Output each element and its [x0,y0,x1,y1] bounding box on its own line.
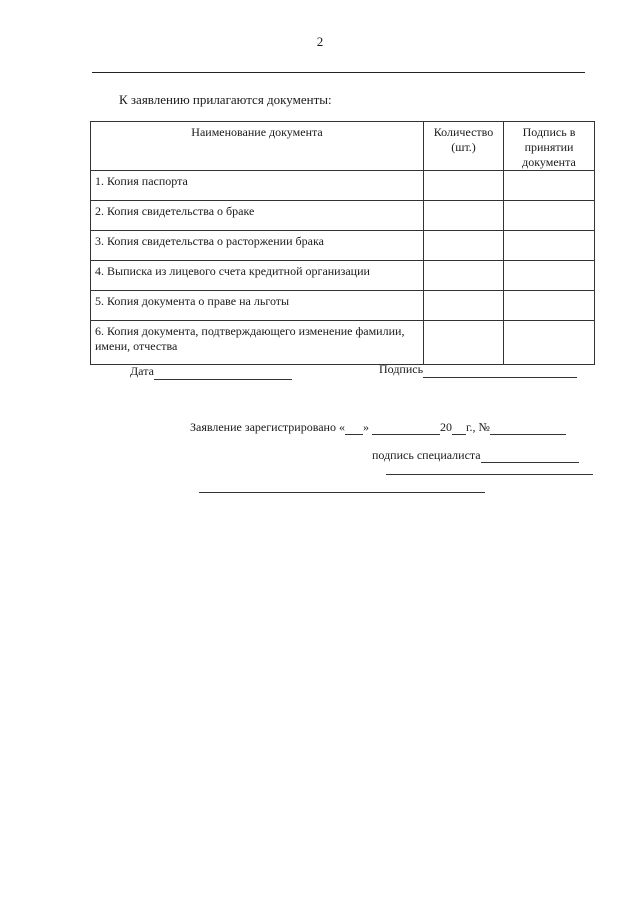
document-name: 3. Копия свидетельства о расторжении брака [91,231,424,261]
signature-cell[interactable] [504,231,595,261]
quantity-cell[interactable] [424,231,504,261]
document-name: 5. Копия документа о праве на льготы [91,291,424,321]
table-row [91,291,595,321]
registration-quote-close: » [362,420,369,434]
registration-year-prefix: 20 [439,420,452,434]
registration-year-line[interactable] [452,422,466,435]
documents-table [90,121,595,365]
header-signature: Подпись в принятии документа [504,122,595,171]
quantity-cell[interactable] [424,171,504,201]
registration-year-suffix: г., № [465,420,491,434]
table-row [91,201,595,231]
document-name: 4. Выписка из лицевого счета кредитной организации [91,261,424,291]
specialist-signature-label: подпись специалиста [372,448,481,462]
date-label: Дата [130,364,154,378]
bottom-rule [199,492,485,493]
table-row [91,321,595,365]
table-header-row [91,122,595,171]
quantity-cell[interactable] [424,261,504,291]
registration-line [190,420,566,435]
table-row [91,231,595,261]
signature-field [379,360,577,378]
signature-label: Подпись [379,362,424,376]
signature-cell[interactable] [504,321,595,365]
quantity-cell[interactable] [424,201,504,231]
signature-cell[interactable] [504,201,595,231]
header-document-name: Наименование документа [91,122,424,171]
signature-cell[interactable] [504,291,595,321]
page-number: 2 [316,34,324,49]
document-name: 2. Копия свидетельства о браке [91,201,424,231]
quantity-cell[interactable] [424,291,504,321]
registration-label: Заявление зарегистрировано « [190,420,345,434]
specialist-signature-field [372,448,579,463]
table-row [91,261,595,291]
specialist-signature-line[interactable] [481,450,579,463]
quantity-cell[interactable] [424,321,504,365]
header-quantity: Количество (шт.) [424,122,504,171]
date-input-line[interactable] [154,367,292,380]
registration-month-line[interactable] [372,422,440,435]
signature-cell[interactable] [504,261,595,291]
top-rule [92,72,585,73]
signature-cell[interactable] [504,171,595,201]
date-field [130,362,292,380]
specialist-name-line[interactable] [386,474,593,475]
document-name: 6. Копия документа, подтверждающего изменение фамилии, имени, отчества [91,321,424,365]
attachments-intro: К заявлению прилагаются документы: [119,92,332,107]
document-name: 1. Копия паспорта [91,171,424,201]
table-row [91,171,595,201]
registration-number-line[interactable] [490,422,566,435]
signature-input-line[interactable] [423,365,577,378]
registration-day-line[interactable] [345,422,363,435]
